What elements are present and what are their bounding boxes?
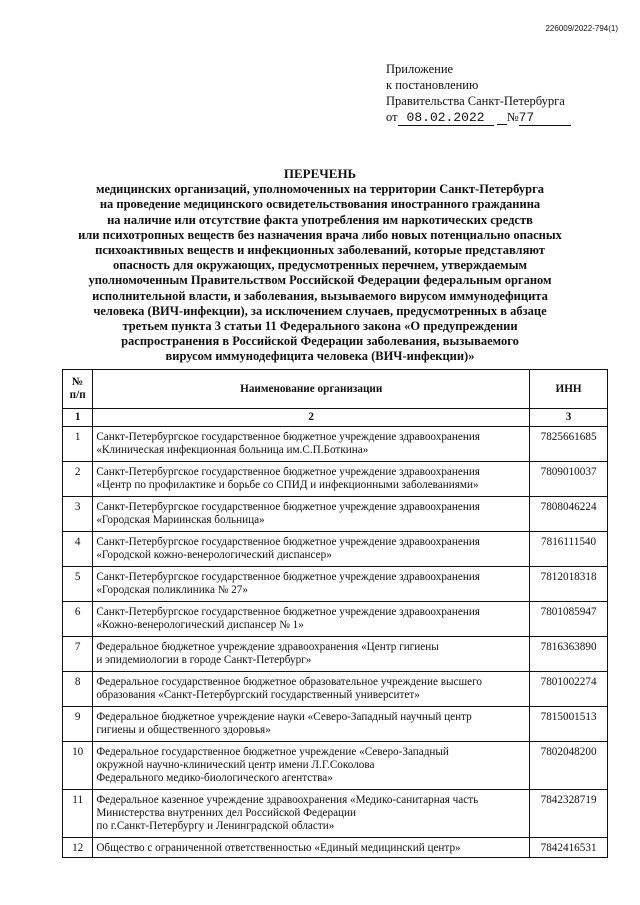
- name-line: окружной научно-клинический центр имени Л.Г.Соколова: [96, 759, 375, 771]
- inn-value: 7802048200: [530, 742, 608, 790]
- row-number: 2: [63, 462, 93, 497]
- inn-value: 7816111540: [530, 532, 608, 567]
- name-line: Федеральное казенное учреждение здравоохранения «Медико-санитарная часть: [96, 794, 479, 806]
- appendix-block: [386, 61, 571, 126]
- name-line: Общество с ограниченной ответственностью «Единый медицинский центр»: [96, 842, 461, 854]
- title-line: распространения в Российской Федерации заболевания, вызываемого: [121, 334, 519, 349]
- name-line: и эпидемиологии в городе Санкт-Петербург»: [96, 654, 312, 666]
- organization-name: [93, 427, 530, 462]
- row-number: 10: [63, 742, 93, 790]
- column-number: 1: [63, 409, 93, 427]
- inn-value: 7842416531: [530, 838, 608, 858]
- organization-name: [93, 637, 530, 672]
- document-registration-number: 226009/2022-794(1): [545, 24, 618, 33]
- name-line: Федеральное государственное бюджетное учреждение «Северо-Западный: [96, 746, 449, 758]
- name-line: Федерального медико-биологического агентства»: [96, 772, 333, 784]
- row-number: 9: [63, 707, 93, 742]
- name-line: гигиены и общественного здоровья»: [96, 724, 271, 736]
- table-header-row: [63, 370, 608, 409]
- title-line: на проведение медицинского освидетельствования иностранного гражданина: [99, 197, 541, 212]
- document-title: [70, 166, 570, 365]
- column-number: 3: [530, 409, 608, 427]
- table-row: [63, 497, 608, 532]
- appendix-date-line: [386, 109, 571, 126]
- organization-name: [93, 602, 530, 637]
- name-line: Санкт-Петербургское государственное бюджетное учреждение здравоохранения: [96, 606, 480, 618]
- organization-name: [93, 790, 530, 838]
- name-line: Федеральное государственное бюджетное образовательное учреждение высшего: [96, 676, 482, 688]
- appendix-line-3: Правительства Санкт-Петербурга: [386, 94, 565, 108]
- name-line: по г.Санкт-Петербургу и Ленинградской области»: [96, 820, 335, 832]
- decree-date: 08.02.2022: [398, 111, 494, 126]
- organization-name: [93, 567, 530, 602]
- table-row: [63, 707, 608, 742]
- table-row: [63, 838, 608, 858]
- organizations-table: [62, 369, 608, 858]
- name-line: Санкт-Петербургское государственное бюджетное учреждение здравоохранения: [96, 466, 480, 478]
- appendix-line-2: к постановлению: [386, 78, 479, 92]
- header-num-line1: №: [72, 376, 84, 388]
- table-row: [63, 427, 608, 462]
- inn-value: 7801002274: [530, 672, 608, 707]
- name-line: «Кожно-венерологический диспансер № 1»: [96, 619, 304, 631]
- row-number: 1: [63, 427, 93, 462]
- name-line: образования «Санкт-Петербургский государственный университет»: [96, 689, 420, 701]
- organization-name: [93, 742, 530, 790]
- row-number: 3: [63, 497, 93, 532]
- title-line: медицинских организаций, уполномоченных на территории Санкт-Петербурга: [95, 182, 545, 197]
- row-number: 4: [63, 532, 93, 567]
- table-row: [63, 602, 608, 637]
- name-line: Министерства внутренних дел Российской Федерации: [96, 807, 357, 819]
- column-number: 2: [93, 409, 530, 427]
- name-line: «Клиническая инфекционная больница им.С.П.Боткина»: [96, 444, 369, 456]
- inn-value: 7816363890: [530, 637, 608, 672]
- inn-value: 7842328719: [530, 790, 608, 838]
- header-num-line2: п/п: [69, 389, 86, 401]
- organization-name: [93, 707, 530, 742]
- table-row: [63, 462, 608, 497]
- title-line: третьем пункта 3 статьи 11 Федерального закона «О предупреждении: [122, 319, 518, 334]
- organization-name: [93, 532, 530, 567]
- name-line: Санкт-Петербургское государственное бюджетное учреждение здравоохранения: [96, 571, 480, 583]
- title-heading: ПЕРЕЧЕНЬ: [283, 166, 357, 181]
- date-prefix: от: [386, 110, 398, 124]
- name-line: «Городская поликлиника № 27»: [96, 584, 248, 596]
- inn-value: 7825661685: [530, 427, 608, 462]
- table-row: [63, 532, 608, 567]
- table-row: [63, 672, 608, 707]
- header-inn: ИНН: [530, 370, 608, 409]
- title-line: уполномоченным Правительством Российской Федерации федеральным органом: [88, 273, 552, 288]
- row-number: 6: [63, 602, 93, 637]
- title-line: или психотропных веществ без назначения врача либо новых потенциально опасных: [78, 227, 562, 242]
- inn-value: 7815001513: [530, 707, 608, 742]
- name-line: «Центр по профилактике и борьбе со СПИД и инфекционными заболеваниями»: [96, 479, 479, 491]
- title-line: опасность для окружающих, предусмотренных перечнем, утверждаемым: [113, 258, 527, 273]
- inn-value: 7812018318: [530, 567, 608, 602]
- title-line: на наличие или отсутствие факта употребления им наркотических средств: [107, 212, 533, 227]
- table-row: [63, 567, 608, 602]
- header-name: Наименование организации: [93, 370, 530, 409]
- decree-number: 77: [519, 111, 571, 126]
- inn-value: 7809010037: [530, 462, 608, 497]
- name-line: Федеральное бюджетное учреждение здравоохранения «Центр гигиены: [96, 641, 439, 653]
- number-prefix: №: [506, 110, 519, 124]
- title-line: вирусом иммунодефицита человека (ВИЧ-инфекции)»: [165, 349, 475, 364]
- name-line: Санкт-Петербургское государственное бюджетное учреждение здравоохранения: [96, 536, 480, 548]
- row-number: 7: [63, 637, 93, 672]
- title-line: человека (ВИЧ-инфекции), за исключением случаев, предусмотренных в абзаце: [93, 303, 547, 318]
- name-line: Федеральное бюджетное учреждение науки «Северо-Западный научный центр: [96, 711, 472, 723]
- title-line: психоактивных веществ и инфекционных заболеваний, которые представляют: [95, 243, 545, 258]
- table-row: [63, 637, 608, 672]
- name-line: «Городской кожно-венерологический диспансер»: [96, 549, 332, 561]
- row-number: 11: [63, 790, 93, 838]
- header-num: [63, 370, 93, 409]
- row-number: 8: [63, 672, 93, 707]
- column-number-row: [63, 409, 608, 427]
- name-line: «Городская Мариинская больница»: [96, 514, 265, 526]
- table-row: [63, 790, 608, 838]
- inn-value: 7808046224: [530, 497, 608, 532]
- organization-name: [93, 462, 530, 497]
- row-number: 12: [63, 838, 93, 858]
- inn-value: 7801085947: [530, 602, 608, 637]
- organization-name: [93, 838, 530, 858]
- name-line: Санкт-Петербургское государственное бюджетное учреждение здравоохранения: [96, 501, 480, 513]
- title-line: исполнительной власти, и заболевания, вызываемого вирусом иммунодефицита: [92, 288, 548, 303]
- appendix-line-1: Приложение: [386, 62, 454, 76]
- table-row: [63, 742, 608, 790]
- name-line: Санкт-Петербургское государственное бюджетное учреждение здравоохранения: [96, 431, 480, 443]
- organization-name: [93, 672, 530, 707]
- organization-name: [93, 497, 530, 532]
- row-number: 5: [63, 567, 93, 602]
